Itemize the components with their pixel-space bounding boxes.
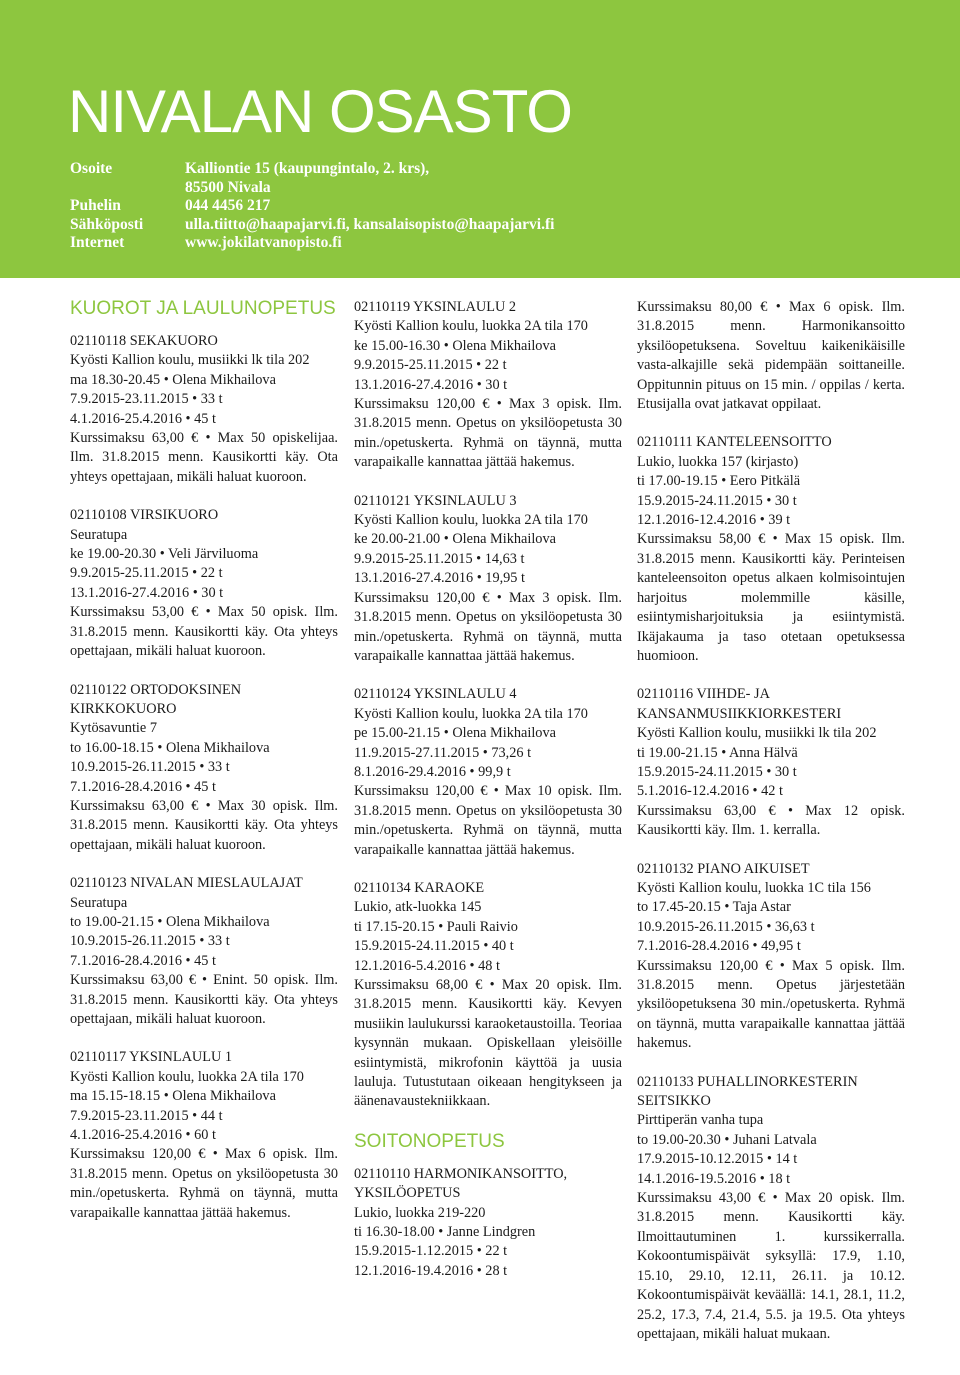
contact-info <box>70 160 685 253</box>
course-detail: ti 17.15-20.15 • Pauli Raivio <box>354 918 518 935</box>
course-detail: Kyösti Kallion koulu, musiikki lk tila 202 <box>637 725 877 742</box>
course-title: 02110108 VIRSIKUORO <box>70 507 219 524</box>
course-title: 02110124 YKSINLAULU 4 <box>354 686 517 703</box>
contact-row <box>70 160 685 179</box>
course-detail: Kyösti Kallion koulu, luokka 2A tila 170 <box>354 705 588 722</box>
course-description: Kurssimaksu 53,00 € • Max 50 opisk. Ilm. 31.8.2015 menn. Kausikortti käy. Ota yhteys opettajaan, mikäli haluat kuoroon. <box>70 604 338 660</box>
course-title: 02110119 YKSINLAULU 2 <box>354 299 517 315</box>
course-detail: to 19.00-20.30 • Juhani Latvala <box>637 1131 817 1148</box>
course-detail: 5.1.2016-12.4.2016 • 42 t <box>637 783 783 800</box>
course-detail: to 19.00-21.15 • Olena Mikhailova <box>70 913 270 930</box>
contact-value: 85500 Nivala <box>185 178 271 196</box>
contact-label: Internet <box>70 234 125 251</box>
course-detail: 9.9.2015-25.11.2015 • 22 t <box>354 357 507 374</box>
contact-row <box>70 179 685 198</box>
contact-label: Puhelin <box>70 197 121 214</box>
course-entry <box>70 506 338 661</box>
course-detail: 7.1.2016-28.4.2016 • 45 t <box>70 952 216 969</box>
course-detail: 12.1.2016-5.4.2016 • 48 t <box>354 957 500 974</box>
course-detail: 15.9.2015-24.11.2015 • 30 t <box>637 492 797 509</box>
course-detail: 9.9.2015-25.11.2015 • 22 t <box>70 565 223 582</box>
course-detail: 13.1.2016-27.4.2016 • 30 t <box>354 376 508 393</box>
course-title: 02110118 SEKAKUORO <box>70 333 218 349</box>
course-description: Kurssimaksu 120,00 € • Max 6 opisk. Ilm. 31.8.2015 menn. Opetus on yksilöopetusta 30 min./opetuskerta. Ryhmä on täynnä, mutta varapaikalle kannattaa jättää hakemus. <box>70 1146 338 1221</box>
course-title: 02110117 YKSINLAULU 1 <box>70 1049 233 1066</box>
contact-value: 044 4456 217 <box>185 197 271 214</box>
course-detail: 4.1.2016-25.4.2016 • 45 t <box>70 410 216 427</box>
course-entry <box>354 298 622 473</box>
contact-value: www.jokilatvanopisto.fi <box>185 234 342 251</box>
contact-value: ulla.tiitto@haapajarvi.fi, kansalaisopisto@haapajarvi.fi <box>185 215 555 233</box>
course-title: 02110132 PIANO AIKUISET <box>637 860 810 877</box>
contact-row <box>70 197 685 216</box>
course-title: 02110122 ORTODOKSINEN KIRKKOKUORO <box>70 681 242 717</box>
course-description: Kurssimaksu 63,00 € • Max 30 opisk. Ilm. 31.8.2015 menn. Kausikortti käy. Ota yhteys opettajaan, mikäli haluat kuoroon. <box>70 797 338 853</box>
course-entry <box>354 879 622 1112</box>
contact-label: Osoite <box>70 160 113 177</box>
course-detail: 10.9.2015-26.11.2015 • 36,63 t <box>637 918 815 935</box>
header-banner <box>0 0 960 278</box>
course-detail: ma 18.30-20.45 • Olena Mikhailova <box>70 371 276 388</box>
course-detail: ke 15.00-16.30 • Olena Mikhailova <box>354 337 556 354</box>
course-detail: to 17.45-20.15 • Taja Astar <box>637 899 791 916</box>
course-detail: 8.1.2016-29.4.2016 • 99,9 t <box>354 763 511 780</box>
course-description: Kurssimaksu 63,00 € • Enint. 50 opisk. Ilm. 31.8.2015 menn. Kausikortti käy. Ota yhteys opettajaan, mikäli haluat kuoroon. <box>70 972 338 1027</box>
contact-label: Sähköposti <box>70 215 144 233</box>
course-detail: Lukio, luokka 157 (kirjasto) <box>637 453 799 470</box>
course-description: Kurssimaksu 120,00 € • Max 5 opisk. Ilm. 31.8.2015 menn. Opetus järjestetään yksilöopetuksena 30 min./opetuskerta. Ryhmä on täynnä, mutta varapaikalle kannattaa jättää hakemus. <box>637 957 905 1052</box>
column-2 <box>354 298 622 1300</box>
course-detail: ti 16.30-18.00 • Janne Lindgren <box>354 1224 536 1241</box>
column-1 <box>70 298 338 1242</box>
course-detail: Pirttiperän vanha tupa <box>637 1112 764 1129</box>
course-detail: 7.1.2016-28.4.2016 • 49,95 t <box>637 938 801 955</box>
course-description: Kurssimaksu 68,00 € • Max 20 opisk. Ilm. 31.8.2015 menn. Kausikortti käy. Kevyen musiikin laulukurssi karaoketaustoilla. Teoriaa kysynnän mukaan. Opiskellaan yleisöille esiintymistä, mikrofonin käyttöä ja uusia lauluja. Tutustutaan oikeaan hengitykseen ja äänenavaustekniikkaan. <box>354 977 622 1110</box>
course-title: 02110121 YKSINLAULU 3 <box>354 492 517 509</box>
course-title: 02110133 PUHALLINORKESTERIN SEITSIKKO <box>637 1073 858 1110</box>
course-title: 02110134 KARAOKE <box>354 879 485 896</box>
course-detail: ke 20.00-21.00 • Olena Mikhailova <box>354 531 556 548</box>
course-detail: 11.9.2015-27.11.2015 • 73,26 t <box>354 744 532 761</box>
course-entry <box>70 1048 338 1223</box>
course-description: Kurssimaksu 63,00 € • Max 50 opiskelijaa. Ilm. 31.8.2015 menn. Kausikortti käy. Ota yhteys opettajaan, mikäli haluat kuoroon. <box>70 430 338 485</box>
section-heading: KUOROT JA LAULUNOPETUS <box>70 298 336 319</box>
contact-row <box>70 234 685 253</box>
course-title: 02110123 NIVALAN MIESLAULAJAT <box>70 875 303 892</box>
course-detail: 15.9.2015-1.12.2015 • 22 t <box>354 1243 508 1260</box>
course-detail: ke 19.00-20.30 • Veli Järviluoma <box>70 546 259 563</box>
course-detail: Lukio, luokka 219-220 <box>354 1204 486 1221</box>
course-detail: 15.9.2015-24.11.2015 • 30 t <box>637 763 797 780</box>
course-detail: 7.1.2016-28.4.2016 • 45 t <box>70 778 216 795</box>
column-3 <box>637 298 905 1363</box>
course-description: Kurssimaksu 120,00 € • Max 3 opisk. Ilm. 31.8.2015 menn. Opetus on yksilöopetusta 30 min./opetuskerta. Ryhmä on täynnä, mutta varapaikalle kannattaa jättää hakemus. <box>354 396 622 471</box>
course-description: Kurssimaksu 63,00 € • Max 12 opisk. Kausikortti käy. Ilm. 1. kerralla. <box>637 802 905 839</box>
course-entry <box>354 492 622 667</box>
course-entry <box>637 433 905 666</box>
course-entry <box>637 860 905 1054</box>
contact-row <box>70 216 685 235</box>
course-detail: 9.9.2015-25.11.2015 • 14,63 t <box>354 550 525 567</box>
course-entry <box>637 685 905 840</box>
course-description: Kurssimaksu 58,00 € • Max 15 opisk. Ilm. 31.8.2015 menn. Kausikortti käy. Perinteisen kanteleensoiton opetus alkaen kolmisointujen harjoitus molemmille käsille, esiintymisharjoituksia ja esiintymistä. Ikäjakauma ja taso otetaan opetuksessa huomioon. <box>637 531 905 664</box>
course-detail: 4.1.2016-25.4.2016 • 60 t <box>70 1127 216 1144</box>
course-detail: Kyösti Kallion koulu, luokka 1C tila 156 <box>637 879 871 896</box>
course-detail: ti 19.00-21.15 • Anna Hälvä <box>637 744 798 761</box>
course-entry <box>637 298 905 414</box>
course-description: Kurssimaksu 43,00 € • Max 20 opisk. Ilm. 31.8.2015 menn. Kausikortti käy. Ilmoittautuminen 1. kurssikerralla. Kokoontumispäivät syksyllä: 17.9, 1.10, 15.10, 29.10, 12.11, 26.11. ja 10.12. Kokoontumispäivät keväällä: 14.1, 28.1, 11.2, 25.2, 17.3, 7.4, 21.4, 5.5. ja 19.5. Ota yhteys opettajaan, mikäli haluat mukaan. <box>637 1190 905 1342</box>
course-entry <box>354 1165 622 1281</box>
course-detail: 10.9.2015-26.11.2015 • 33 t <box>70 759 230 776</box>
course-entry <box>70 681 338 856</box>
course-detail: 7.9.2015-23.11.2015 • 33 t <box>70 391 223 408</box>
course-title: 02110116 VIIHDE- JA KANSANMUSIIKKIORKESTERI <box>637 686 842 722</box>
course-detail: ma 15.15-18.15 • Olena Mikhailova <box>70 1088 276 1105</box>
course-entry <box>70 332 338 487</box>
course-detail: ti 17.00-19.15 • Eero Pitkälä <box>637 473 801 490</box>
course-detail: 7.9.2015-23.11.2015 • 44 t <box>70 1107 223 1124</box>
course-description: Kurssimaksu 120,00 € • Max 10 opisk. Ilm. 31.8.2015 menn. Opetus on yksilöopetusta 30 min./opetuskerta. Ryhmä on täynnä, mutta varapaikalle kannattaa jättää hakemus. <box>354 783 622 858</box>
course-detail: Kytösavuntie 7 <box>70 720 157 737</box>
page-title: NIVALAN OSASTO <box>68 78 572 145</box>
course-detail: Lukio, atk-luokka 145 <box>354 899 482 916</box>
course-detail: 15.9.2015-24.11.2015 • 40 t <box>354 938 514 955</box>
contact-value: Kalliontie 15 (kaupungintalo, 2. krs), <box>185 160 430 177</box>
course-entry <box>70 874 338 1029</box>
course-detail: Kyösti Kallion koulu, musiikki lk tila 202 <box>70 352 310 369</box>
contact-label <box>70 179 185 198</box>
course-detail: to 16.00-18.15 • Olena Mikhailova <box>70 739 270 756</box>
course-detail: Kyösti Kallion koulu, luokka 2A tila 170 <box>354 318 588 335</box>
course-detail: 12.1.2016-12.4.2016 • 39 t <box>637 512 791 529</box>
course-detail: 10.9.2015-26.11.2015 • 33 t <box>70 933 230 950</box>
course-detail: 13.1.2016-27.4.2016 • 30 t <box>70 584 224 601</box>
section-heading: SOITONOPETUS <box>354 1130 505 1152</box>
course-detail: pe 15.00-21.15 • Olena Mikhailova <box>354 725 556 742</box>
course-detail: Seuratupa <box>70 894 128 911</box>
course-detail: Kyösti Kallion koulu, luokka 2A tila 170 <box>354 512 588 529</box>
course-detail: 12.1.2016-19.4.2016 • 28 t <box>354 1262 508 1279</box>
course-detail: 13.1.2016-27.4.2016 • 19,95 t <box>354 570 526 587</box>
course-title: 02110110 HARMONIKANSOITTO, YKSILÖOPETUS <box>354 1165 568 1202</box>
course-description: Kurssimaksu 120,00 € • Max 3 opisk. Ilm. 31.8.2015 menn. Opetus on yksilöopetusta 30 min./opetuskerta. Ryhmä on täynnä, mutta varapaikalle kannattaa jättää hakemus. <box>354 589 622 664</box>
course-entry <box>354 685 622 860</box>
course-detail: Kyösti Kallion koulu, luokka 2A tila 170 <box>70 1068 304 1085</box>
course-entry <box>637 1073 905 1345</box>
course-detail: 14.1.2016-19.5.2016 • 18 t <box>637 1170 791 1187</box>
course-title: 02110111 KANTELEENSOITTO <box>637 434 832 451</box>
course-detail: Seuratupa <box>70 526 128 543</box>
course-detail: 17.9.2015-10.12.2015 • 14 t <box>637 1151 798 1168</box>
course-description: Kurssimaksu 80,00 € • Max 6 opisk. Ilm. 31.8.2015 menn. Harmonikansoitto yksilöopetuksena. Soveltuu kaikenikäisille vasta-alkajille sekä pidempään soittaneille. Oppitunnin pituus on 15 min. / oppilas / kerta. Etusijalla ovat jatkavat oppilaat. <box>637 299 905 413</box>
